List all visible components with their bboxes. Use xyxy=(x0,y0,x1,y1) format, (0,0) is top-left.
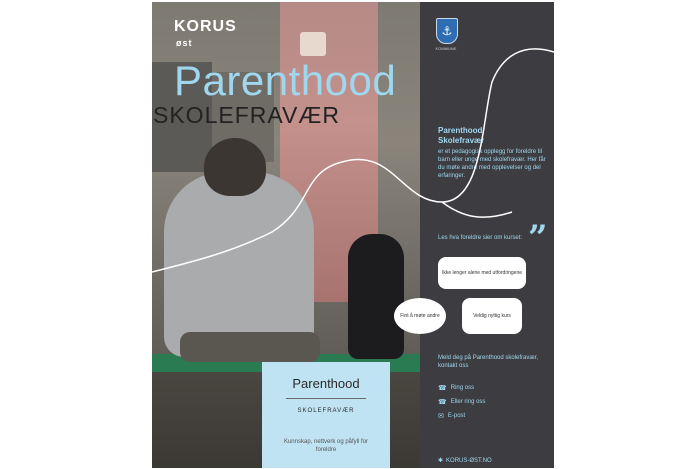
poster-title: Parenthood xyxy=(174,57,397,104)
quote-mark-icon: ” xyxy=(528,218,548,258)
website-text: KORUS-ØST.NO xyxy=(446,457,492,464)
globe-icon: ✱ xyxy=(438,458,444,464)
brochure-card xyxy=(262,362,390,468)
contact-text: Eller ring oss xyxy=(450,399,486,405)
poster xyxy=(152,2,554,468)
speech-bubble: Fint å møte andre xyxy=(394,298,446,334)
korus-logo: KORUS xyxy=(174,18,237,35)
info-heading-line-2: Skolefravær xyxy=(438,136,485,145)
card-description: Kunnskap, nettverk og påfyll for foreldre xyxy=(283,439,369,453)
contact-intro: Meld deg på Parenthood skolefravær, kontakt oss xyxy=(438,355,539,369)
speech-bubble: Veldig nyttig kurs xyxy=(462,298,522,334)
quotes-intro: Les hva foreldre sier om kurset: xyxy=(438,235,523,241)
card-subtitle: SKOLEFRAVÆR xyxy=(297,408,355,414)
phone-icon: ☎ xyxy=(438,399,447,406)
crest-caption: KOMMUNE xyxy=(435,46,457,51)
korus-logo-sub: øst xyxy=(176,38,193,48)
municipality-crest-icon: ⚓ xyxy=(436,18,458,44)
card-title: Parenthood xyxy=(292,376,360,391)
phone-icon: ☎ xyxy=(438,385,447,392)
info-body: er et pedagogisk opplegg for foreldre til barn eller unge med skolefravær. Her får du møte andre med opplevelser og del erfaringer. xyxy=(438,149,546,179)
speech-bubble: Ikke lenger alene med utfordringene xyxy=(438,257,526,289)
contact-text: Ring oss xyxy=(450,385,475,391)
poster-subtitle: SKOLEFRAVÆR xyxy=(153,102,340,128)
email-icon: ✉ xyxy=(438,413,444,420)
contact-text: E-post xyxy=(447,413,466,419)
card-divider xyxy=(286,398,366,399)
info-heading-line-1: Parenthood xyxy=(438,126,483,135)
